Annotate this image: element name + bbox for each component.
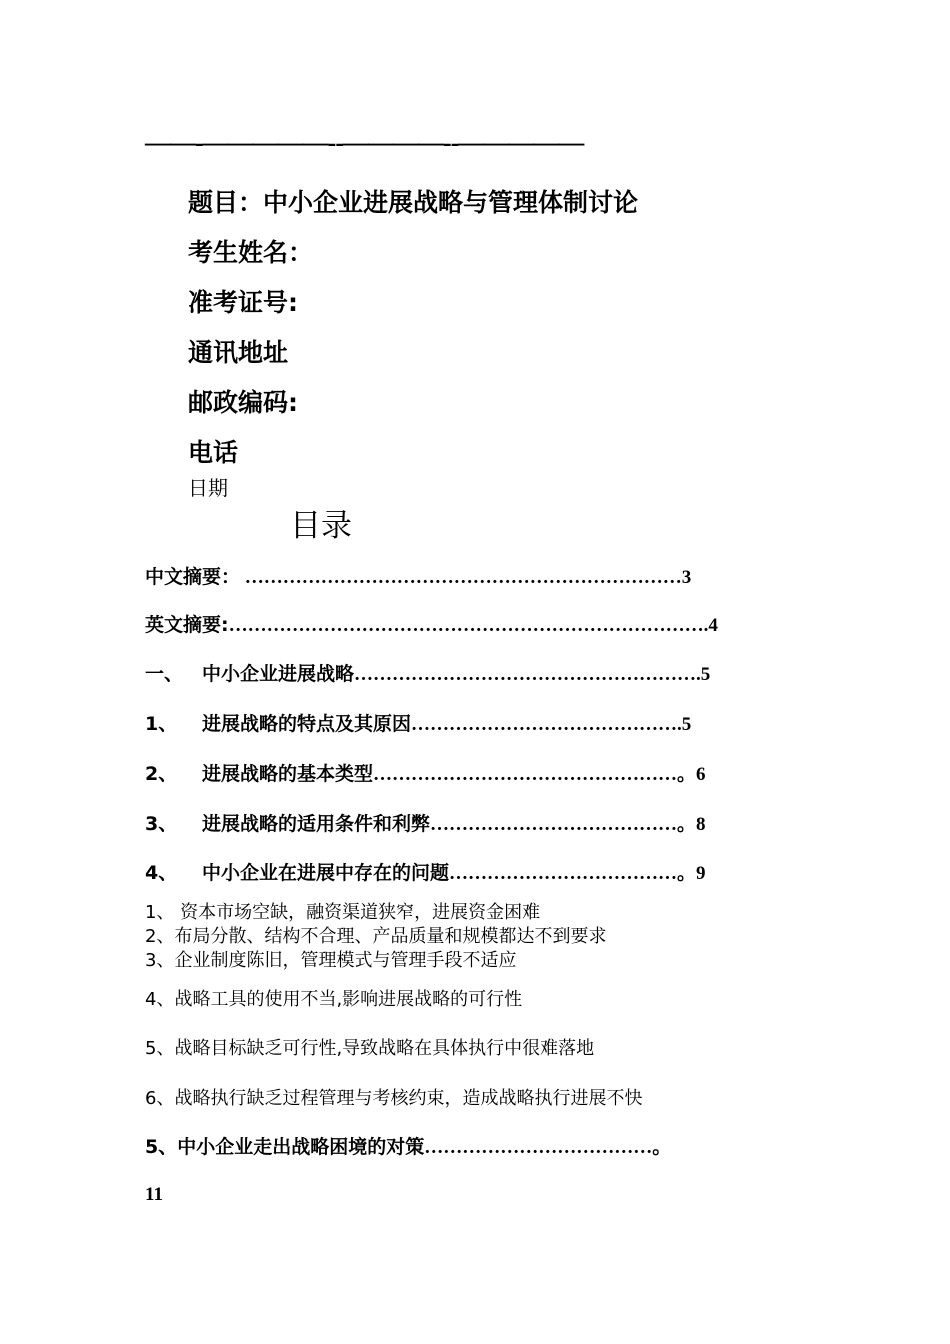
toc-entry (145, 858, 706, 885)
toc-entry (145, 610, 718, 637)
toc-entry-page: .5 (677, 714, 692, 735)
toc-entry-page: .5 (696, 664, 711, 685)
toc-entry-number: 一、 (145, 663, 184, 685)
toc-entry-page: .4 (703, 615, 718, 636)
cover-date-label: 日期 (188, 476, 228, 500)
toc-entry-dots: …………………………………… (411, 714, 678, 735)
toc-entry-page: 。8 (677, 814, 706, 835)
toc-entry (145, 562, 691, 589)
toc-entry (145, 709, 691, 736)
cover-id-label: 准考证号: (188, 288, 298, 317)
toc-entry-page: 。9 (677, 863, 706, 884)
toc-sub-item: 1、 资本市场空缺，融资渠道狭窄，进展资金困难 (145, 902, 541, 923)
toc-entry-dots: ……………………………… (424, 1137, 653, 1158)
toc-sub-item: 3、企业制度陈旧，管理模式与管理手段不适应 (145, 950, 517, 971)
toc-entry-label: 进展战略的适用条件和利弊 (202, 813, 431, 835)
toc-entry (145, 1132, 671, 1159)
toc-heading: 目录 (290, 508, 352, 544)
toc-entry-dots: ………………………………………… (373, 764, 678, 785)
toc-sub-item: 6、战略执行缺乏过程管理与考核约束，造成战略执行进展不快 (145, 1088, 643, 1109)
toc-entry-label: 5、中小企业走出战略困境的对策 (145, 1136, 425, 1158)
cover-postcode-label: 邮政编码: (188, 388, 298, 417)
toc-entry-dots: ………………………………… (430, 814, 678, 835)
toc-entry-number: 2、 (145, 763, 178, 785)
toc-entry (145, 659, 710, 686)
toc-sub-item: 4、战略工具的使用不当,影响进展战略的可行性 (145, 989, 523, 1010)
toc-entry (145, 809, 706, 836)
toc-sub-item: 2、布局分散、结构不合理、产品质量和规模都达不到要求 (145, 926, 607, 947)
toc-entry-dots: …………………………………………………………… (240, 567, 682, 588)
cover-title: 题目：中小企业进展战略与管理体制讨论 (188, 188, 639, 217)
cover-address-label: 通讯地址 (188, 338, 289, 367)
toc-entry (145, 759, 706, 786)
toc-entry-number: 1、 (145, 713, 178, 735)
toc-entry-dots: ………………………………………………………………… (228, 615, 704, 636)
toc-sub-item: 5、战略目标缺乏可行性,导致战略在具体执行中很难落地 (145, 1038, 595, 1059)
toc-entry-page: 。6 (677, 764, 706, 785)
toc-entry-page: 。 (652, 1137, 672, 1158)
toc-entry-page-wrap (145, 1183, 163, 1206)
toc-entry-label: 进展战略的基本类型 (202, 763, 374, 785)
toc-entry-label: 英文摘要: (145, 614, 229, 636)
toc-entry-dots: ……………………………………………… (354, 664, 697, 685)
cover-name-label: 考生姓名： (188, 238, 314, 267)
toc-entry-dots: ……………………………… (449, 863, 678, 884)
cover-phone-label: 电话 (188, 438, 239, 467)
header-rule: ——-—————--————--————— (145, 128, 584, 157)
toc-entry-label: 中小企业在进展中存在的问题 (202, 862, 450, 884)
toc-entry-number: 4、 (145, 862, 178, 884)
toc-entry-page: 3 (681, 567, 692, 588)
toc-entry-label: 中小企业进展战略 (202, 663, 355, 685)
toc-entry-label: 中文摘要： (145, 566, 241, 588)
toc-entry-number: 3、 (145, 813, 178, 835)
toc-entry-page: 11 (145, 1184, 163, 1205)
toc-entry-label: 进展战略的特点及其原因 (202, 713, 412, 735)
